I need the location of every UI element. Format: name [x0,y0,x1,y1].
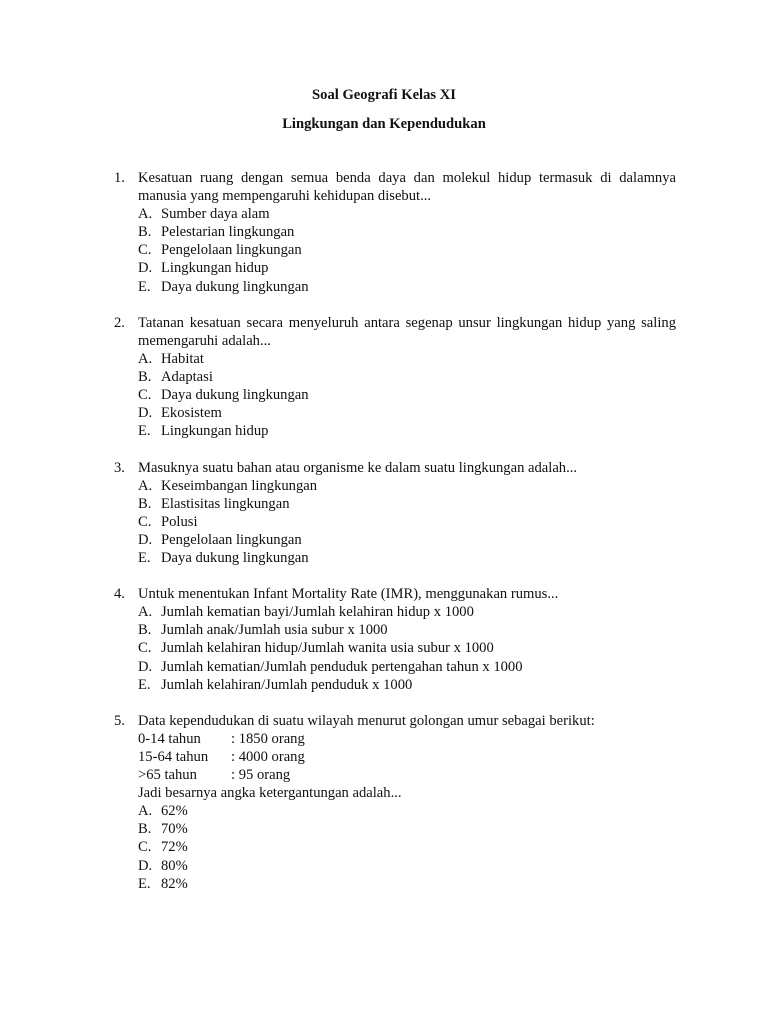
question-number: 5. [114,712,125,729]
option-label: E. [138,278,151,295]
answer-option-b [138,495,676,513]
option-label: B. [138,224,152,241]
option-label: B. [138,495,152,512]
option-text: Adaptasi [161,369,213,386]
option-label: D. [138,260,153,277]
option-text: Jumlah kelahiran/Jumlah penduduk x 1000 [161,676,413,693]
answer-option-a [138,205,676,223]
answer-option-c [138,639,676,657]
answer-option-e [138,422,676,440]
data-row-label: 0-14 tahun [138,730,201,747]
option-text: Ekosistem [161,405,222,422]
option-label: E. [138,875,151,892]
option-label: E. [138,549,151,566]
answer-option-e [138,676,676,694]
option-text: Keseimbangan lingkungan [161,477,318,494]
option-label: D. [138,658,153,675]
option-text: Daya dukung lingkungan [161,387,309,404]
option-label: D. [138,857,153,874]
answer-option-a [138,603,676,621]
answer-option-b [138,621,676,639]
option-text: 80% [161,857,188,874]
data-row-value: : 95 orang [231,767,291,784]
option-text: Pengelolaan lingkungan [161,242,302,259]
option-text: Pelestarian lingkungan [161,224,295,241]
option-label: A. [138,206,153,223]
option-label: D. [138,405,153,422]
option-label: E. [138,423,151,440]
option-text: Jumlah kematian bayi/Jumlah kelahiran hidup x 1000 [161,604,474,621]
question-text: Untuk menentukan Infant Mortality Rate (IMR), menggunakan rumus... [138,586,559,603]
option-label: B. [138,369,152,386]
option-label: A. [138,477,153,494]
option-text: 62% [161,803,188,820]
answer-option-c [138,513,676,531]
answer-option-c [138,838,676,856]
answer-option-a [138,477,676,495]
option-label: C. [138,839,152,856]
answer-option-b [138,820,676,838]
answer-option-e [138,875,676,893]
option-text: Elastisitas lingkungan [161,495,290,512]
data-row [138,766,676,784]
answer-option-e [138,278,676,296]
answer-option-c [138,386,676,404]
page-subtitle: Lingkungan dan Kependudukan [282,116,486,132]
option-label: B. [138,821,152,838]
option-label: D. [138,531,153,548]
question-text: Tatanan kesatuan secara menyeluruh antara segenap unsur lingkungan hidup yang saling memengaruhi adalah... [138,314,676,349]
question-text: Kesatuan ruang dengan semua benda daya dan molekul hidup termasuk di dalamnya manusia yang mempengaruhi kehidupan disebut... [138,170,676,205]
option-label: C. [138,640,152,657]
option-text: Polusi [161,513,198,530]
question-3 [114,459,676,568]
option-text: Sumber daya alam [161,206,270,223]
option-label: C. [138,513,152,530]
option-text: 70% [161,821,188,838]
answer-option-d [138,531,676,549]
option-label: A. [138,604,153,621]
answer-option-d [138,259,676,277]
question-text: Data kependudukan di suatu wilayah menurut golongan umur sebagai berikut: [138,712,595,729]
data-row-label: >65 tahun [138,767,197,784]
option-text: Lingkungan hidup [161,423,269,440]
question-number: 1. [114,170,125,186]
option-text: Lingkungan hidup [161,260,269,277]
option-label: E. [138,676,151,693]
option-label: A. [138,350,153,367]
answer-option-a [138,802,676,820]
answer-option-b [138,368,676,386]
option-text: Habitat [161,350,204,367]
option-text: Daya dukung lingkungan [161,278,309,295]
answer-option-d [138,404,676,422]
answer-option-e [138,549,676,567]
data-row [138,748,676,766]
answer-option-d [138,857,676,875]
question-prompt: Jadi besarnya angka ketergantungan adalah... [138,785,402,802]
option-text: Jumlah kematian/Jumlah penduduk pertengahan tahun x 1000 [161,658,523,675]
option-label: C. [138,387,152,404]
data-row-label: 15-64 tahun [138,749,209,765]
question-number: 4. [114,586,125,603]
data-row-value: : 4000 orang [231,749,305,765]
page-title: Soal Geografi Kelas XI [312,87,456,103]
option-text: Jumlah anak/Jumlah usia subur x 1000 [161,622,388,639]
option-text: 72% [161,839,188,856]
question-1 [114,169,676,296]
option-text: Jumlah kelahiran hidup/Jumlah wanita usia subur x 1000 [161,640,494,657]
option-label: C. [138,242,152,259]
question-list [114,169,676,911]
option-label: A. [138,803,153,820]
question-4 [114,585,676,694]
option-label: B. [138,622,152,639]
answer-option-a [138,350,676,368]
answer-option-d [138,658,676,676]
question-2 [114,314,676,441]
data-row [138,730,676,748]
option-text: 82% [161,875,188,892]
answer-option-c [138,241,676,259]
option-text: Daya dukung lingkungan [161,549,309,566]
question-number: 3. [114,459,125,476]
question-5 [114,712,676,893]
answer-option-b [138,223,676,241]
data-row-value: : 1850 orang [231,730,305,747]
question-number: 2. [114,314,125,331]
option-text: Pengelolaan lingkungan [161,531,302,548]
question-text: Masuknya suatu bahan atau organisme ke dalam suatu lingkungan adalah... [138,459,578,476]
